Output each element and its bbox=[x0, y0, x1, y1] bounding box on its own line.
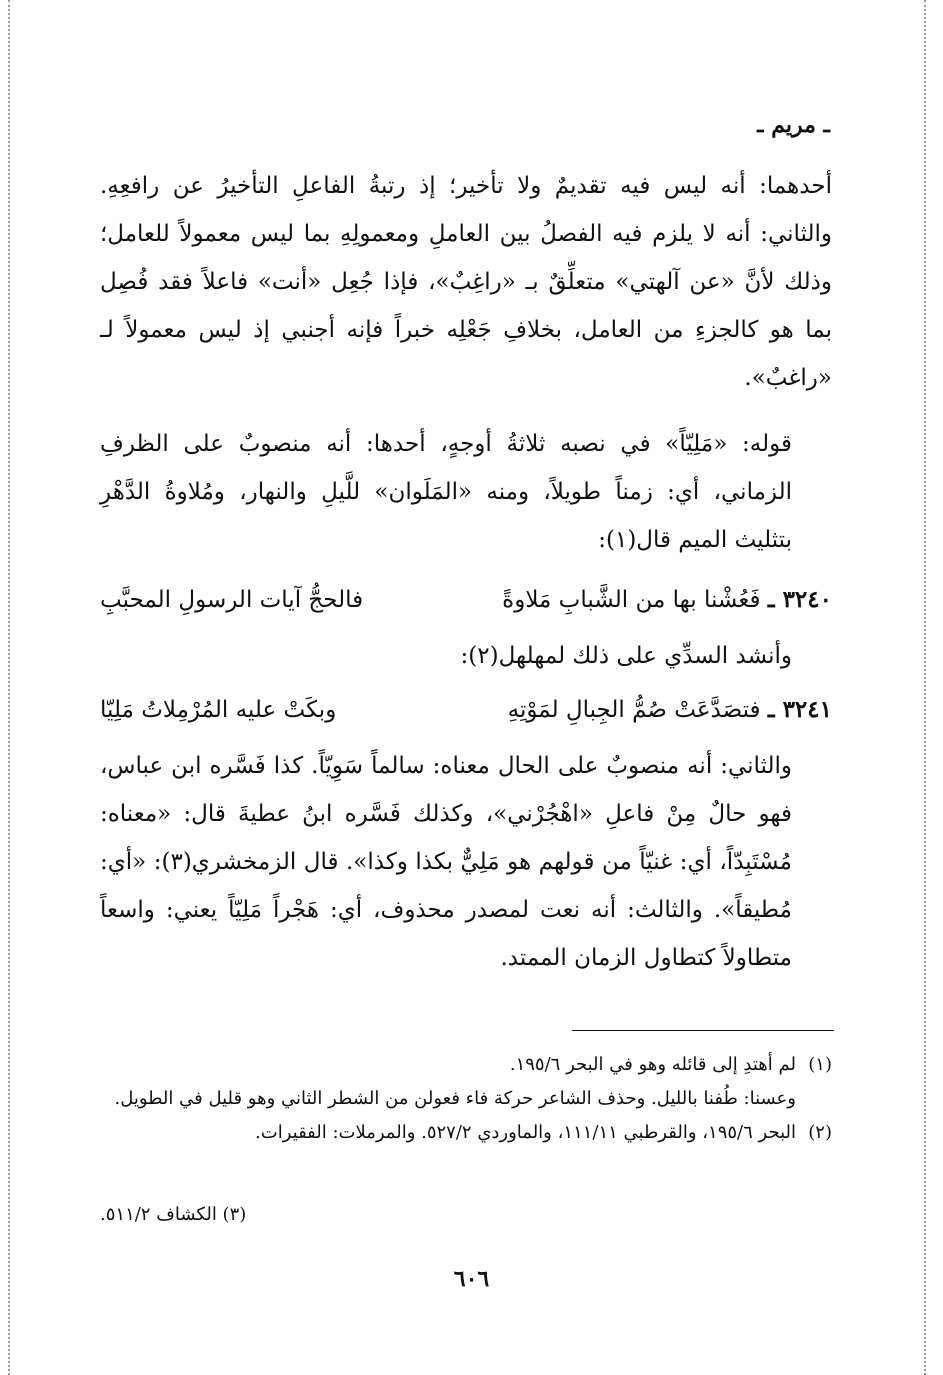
footnote-separator bbox=[572, 1030, 834, 1031]
footnotes bbox=[100, 1048, 832, 1150]
paragraph-2-text: قوله: «مَلِيّاً» في نصبه ثلاثةُ أوجهٍ، أحدها: أنه منصوبٌ على الظرفِ الزماني، أي: زمناً طويلاً، ومنه «المَلَوان» للَّيلِ والنهار، ومُلاوةُ الدَّهْرِ بتثليث الميم قال(١): bbox=[100, 431, 792, 553]
verse-3241-first-hemistich bbox=[508, 690, 832, 730]
footnote-1 bbox=[100, 1048, 832, 1082]
verse-3240-first-hemistich bbox=[502, 580, 832, 620]
verse-3240 bbox=[100, 580, 832, 620]
verse-3241 bbox=[100, 690, 832, 730]
verse-3240-first-text: فَعُشْنا بها من الشَّبابِ مَلاوةً bbox=[502, 587, 761, 613]
verse-3241-first-text: فتصَدَّعَتْ صُمُّ الجِبالِ لمَوْتِهِ bbox=[507, 697, 761, 723]
verse-3240-second-hemistich: فالحجُّ آيات الرسولِ المحبَّبِ bbox=[100, 587, 364, 613]
paragraph-3-text: والثاني: أنه منصوبٌ على الحال معناه: سالماً سَوِيّاً. كذا فَسَّره ابن عباس، فهو حالٌ مِنْ فاعلِ «اهْجُرْني»، وكذلك فَسَّره ابنُ عطيةَ قال: «معناه: مُسْتَبِدّاً، أي: غنيّاً من قولهم هو مَلِيٌّ بكذا وكذا». قال الزمخشري(٣): «أي: مُطيقاً». والثالث: أنه نعت لمصدر محذوف، أي: هَجْراً مَلِيّاً يعني: واسعاً متطاولاً كتطاول الزمان الممتد. bbox=[100, 753, 792, 971]
verse-3241-second-hemistich: وبكَتْ عليه المُرْمِلاتُ مَلِيّا bbox=[100, 697, 337, 723]
footnote-2 bbox=[100, 1116, 832, 1150]
right-margin-dots bbox=[924, 0, 926, 1375]
page-number: ٦٠٦ bbox=[453, 1266, 490, 1292]
paragraph-3 bbox=[100, 742, 832, 982]
anshad-line: وأنشد السدِّي على ذلك لمهلهل(٢): bbox=[460, 643, 792, 669]
left-margin-dots bbox=[8, 0, 10, 1375]
paragraph-2 bbox=[100, 420, 832, 564]
running-header: ـ مريم ـ bbox=[757, 112, 830, 138]
footnote-2-text: البحر ١٩٥/٦، والقرطبي ١١١/١١، والماوردي ٥٢٧/٢. والمرملات: الفقيرات. bbox=[255, 1122, 796, 1143]
footnote-1-line-1: لم أهتدِ إلى قائله وهو في البحر ١٩٥/٦. bbox=[509, 1054, 796, 1075]
verse-3241-number: ٣٢٤١ ـ bbox=[767, 696, 832, 723]
paragraph-1: أحدهما: أنه ليس فيه تقديمٌ ولا تأخير؛ إذ رتبةُ الفاعلِ التأخيرُ عن رافعِهِ. والثاني: أنه لا يلزم فيه الفصلُ بين العاملِ ومعمولِهِ بما ليس معمولاً للعامل؛ وذلك لأنَّ «عن آلهتي» متعلِّقٌ بـ «راغِبٌ»، فإذا جُعِل «أنت» فاعلاً فقد فُصِل بما هو كالجزءِ من العامل، بخلافِ جَعْلِه خبراً فإنه أجنبي إذ ليس معمولاً لـ «راغبٌ». bbox=[100, 173, 832, 391]
footnote-3: (٣) الكشاف ٥١١/٢. bbox=[100, 1204, 247, 1225]
footnote-1-mark: (١) bbox=[808, 1054, 832, 1075]
verse-3240-number: ٣٢٤٠ ـ bbox=[767, 586, 832, 613]
footnote-2-mark: (٢) bbox=[808, 1122, 832, 1143]
footnote-1-continuation: وعسنا: طُفنا بالليل. وحذف الشاعر حركة فاء فعولن من الشطر الثاني وهو قليل في الطويل. bbox=[114, 1088, 796, 1109]
